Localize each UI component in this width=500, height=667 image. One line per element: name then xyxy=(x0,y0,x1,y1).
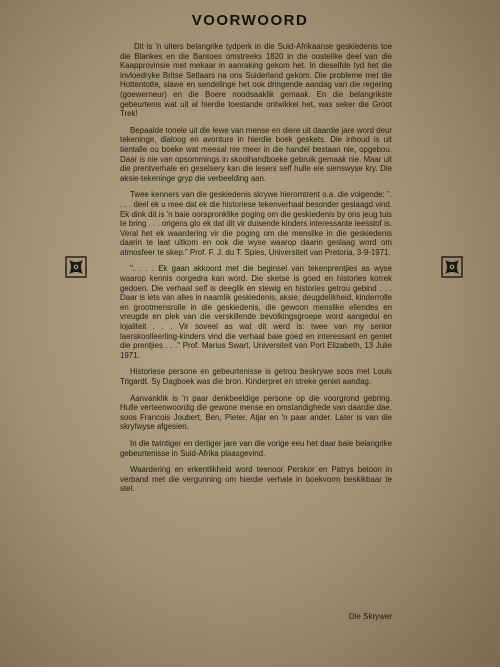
floral-ornament-icon xyxy=(441,256,463,278)
paragraph: Historiese persone en gebeurtenisse is getrou beskrywe soos met Louis Trigardt. Sy Dagboek was die bron. Kinderpret en streke geniet aandag. xyxy=(120,367,392,386)
paragraph: Waardering en erkentlikheid word teenoor Perskor en Patrys betoon in verband met die vergunning om hierdie verhale in boekvorm beskikbaar te stel. xyxy=(120,465,392,494)
paragraph: ". . . . Ek gaan akkoord met die beginsel van tekenprentjies as wyse waarop kennis oorgedra kan word. Die sketse is goed en histories korrek gedoen. Die verhaal self is deeglik en stewig en histories getrou gebind . . . Daar is iets van alles in naamlik geskiedenis, aksie, deugdelikheid, kinderrolle en grootmensrolle in die geskiedenis, die gewoon menslike ellendes en vreugde en plek van die verskillende bevolkingsgroepe word aangedui en lojaliteit . . . Vir soveel as wat dit werd is: twee van my senior laerskoolleerling-kinders vind die verhaal baie goed en interessant en geniet die prentjies . . ." Prof. Marius Swart, Universiteit van Port Elizabeth, 13 Julie 1971. xyxy=(120,264,392,360)
signature: Die Skrywer xyxy=(348,612,392,621)
paragraph: In die twintiger en dertiger jare van die vorige eeu het daar baie belangrike gebeurtenisse in Suid-Afrika plaasgevind. xyxy=(120,438,392,458)
paragraph: Dit is 'n uiters belangrike tydperk in die Suid-Afrikaanse geskiedenis toe die Blankes en die Bantoes omstreeks 1820 in die oostelike deel van die Kaapprovinsie met mekaar in aanraking gekom het. In dieselfde tyd het die invloedryke Britse Setlaars na ons Suiderland gekom. Die probleme met die Hottentotte, slawe en sendelinge het ook dringende aandag van die regering (goewerneur) en die Boere noodsaaklik gemaak. En die belangrikste gebeurtenis wat uit al hierdie toestande ontwikkel het, was seker die Groot Trek! xyxy=(120,42,392,119)
page-title: VOORWOORD xyxy=(191,12,309,29)
paragraph: Twee kenners van die geskiedenis skrywe hieromtrent o.a. die volgende: ". . . . deel ek u mee dat ek die historiese tekenverhaal besonder geslaagd vind. Ek dink dit is 'n baie oorspronklike poging om die geskiedenis by ons jeug tuis te bring . . . origens glo ek dat dit vir duisende kinders interessante leesstof is. Veral het ek waardering vir die poging om die menslike in die geskiedenis daarin te laat uitkom en ook die wyse waarop daarin geslaag word om atmosfeer te skep." Prof. F. J. du T. Spies, Universiteit van Pretoria, 3-9-1971. xyxy=(120,190,392,257)
paragraph: Aanvanklik is 'n paar denkbeeldige persone op die voorgrond gebring. Hulle verteenwoordig die gewone mense en omstandighede van daardie dae, soos Francois Joubert, Ben, Pieter, Atjar en 'n paar ander. Later is van die skryfwyse afgesien. xyxy=(120,393,392,432)
paragraph: Bepaalde tonele uit die lewe van mense en diere uit daardie jare word deur tekeninge, dialoog en avonture in hierdie boek geskets. Die inhoud is uit tientalle ou boeke wat meesal nie meer in die handel bestaan nie, opgebou. Daar is nie van opsommings in skoolhandboeke gebruik gemaak nie. Maar uit die prentverhale en geselsery kan die lesers self hulle eie sienswyse kry. Die aksie-tekeninge gryp die verbeelding aan. xyxy=(120,125,392,183)
floral-ornament-icon xyxy=(65,256,87,278)
foreword-text xyxy=(120,42,392,501)
